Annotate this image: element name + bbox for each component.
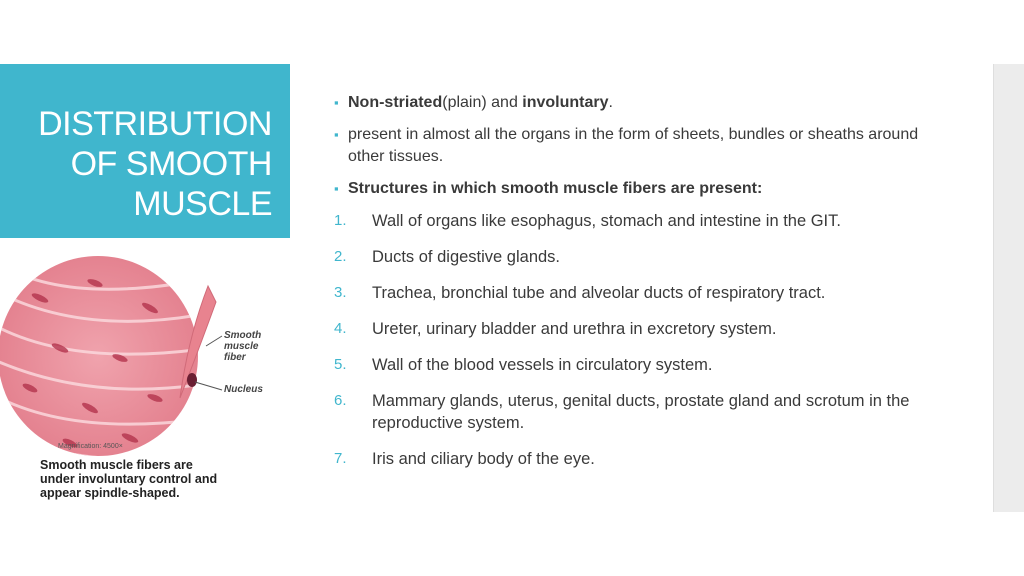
smooth-muscle-figure: [0, 238, 290, 512]
item-text: Ureter, urinary bladder and urethra in excretory system.: [372, 320, 777, 338]
item-text: Ducts of digestive glands.: [372, 248, 561, 266]
numbered-item: [334, 448, 944, 470]
bullet-icon: ▪: [334, 95, 339, 110]
slide-content: [334, 92, 944, 484]
item-number: 2.: [334, 248, 347, 265]
magnification-label: Magnification: 4500×: [58, 443, 123, 450]
fiber-label: Smooth muscle fiber: [224, 330, 262, 363]
item-number: 5.: [334, 356, 347, 373]
item-number: 4.: [334, 320, 347, 337]
bullet-item: ▪ present in almost all the organs in the form of sheets, bundles or sheaths around other tissues.: [334, 126, 919, 165]
fiber-pointer-line: [206, 336, 222, 346]
item-number: 7.: [334, 450, 347, 467]
numbered-item: [334, 282, 944, 304]
numbered-item: [334, 390, 944, 434]
bullet-item: ▪ Non-striated(plain) and involuntary.: [334, 92, 944, 114]
numbered-item: [334, 246, 944, 268]
fiber-nucleus: [187, 373, 197, 387]
bullet-icon: ▪: [334, 181, 339, 196]
numbered-item: [334, 210, 944, 232]
numbered-item: [334, 318, 944, 340]
nucleus-label: Nucleus: [224, 384, 263, 395]
item-text: Wall of organs like esophagus, stomach and intestine in the GIT.: [372, 212, 841, 230]
title-band: [0, 64, 290, 238]
bullet-item: ▪ Structures in which smooth muscle fibers are present:: [334, 178, 944, 200]
figure-caption: Smooth muscle fibers are under involuntary control and appear spindle-shaped.: [40, 458, 218, 500]
item-number: 6.: [334, 392, 347, 409]
nucleus-pointer-line: [195, 382, 222, 390]
item-text: Wall of the blood vessels in circulatory system.: [372, 356, 713, 374]
numbered-item: [334, 354, 944, 376]
slide-title: DISTRIBUTION OF SMOOTH MUSCLE: [38, 105, 272, 223]
bullet-icon: ▪: [334, 127, 339, 142]
item-text: Trachea, bronchial tube and alveolar ducts of respiratory tract.: [372, 284, 826, 302]
item-number: 1.: [334, 212, 347, 229]
item-text: Mammary glands, uterus, genital ducts, prostate gland and scrotum in the reproductive system.: [372, 392, 910, 432]
item-text: Iris and ciliary body of the eye.: [372, 450, 595, 468]
item-number: 3.: [334, 284, 347, 301]
scrollbar[interactable]: [993, 64, 1024, 512]
